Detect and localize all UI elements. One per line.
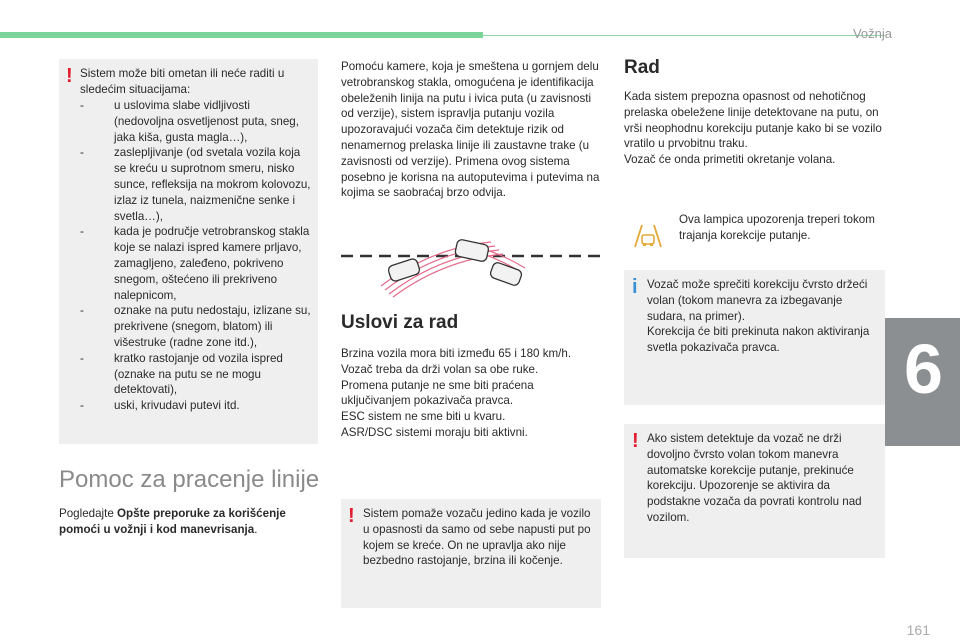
page-number: 161 — [906, 622, 930, 638]
lane-warning-lamp-icon — [632, 223, 664, 249]
warning-assist-text: Sistem pomaže vozaču jedino kada je vozilo u opasnosti da samo od sebe napusti put po kojem se kreće. On ne upravlja ako nije bezbedno rastojanje, brzina ili kočenje. — [363, 507, 591, 568]
list-item: - kada je područje vetrobranskog stakla koje se nalazi ispred kamere prljavo, zamagljeno, zaleđeno, pokriveno snegom, oštećeno ili prekriveno nalepnicom, — [80, 224, 312, 303]
info-override-text: Vozač može sprečiti korekciju čvrsto držeći volan (tokom manevra za izbegavanje sudara, na primer). Korekcija će biti prekinuta nakon aktiviranja svetla pokazivača pravca. — [647, 278, 870, 355]
chapter-header-title: Vožnja — [852, 26, 892, 41]
list-item: - kratko rastojanje od vozila ispred (oznake na putu se ne mogu detektovati), — [80, 351, 312, 398]
warning-icon: ! — [66, 65, 73, 87]
operation-title: Rad — [624, 57, 660, 78]
chapter-number: 6 — [904, 330, 943, 408]
warning-list — [80, 98, 312, 414]
conditions-title: Uslovi za rad — [341, 312, 459, 333]
info-icon: i — [632, 276, 638, 298]
intro-paragraph: Pomoću kamere, koja je smeštena u gornjem delu vetrobranskog stakla, omogućena je identifikacija obeleženih linija na putu i ivica puta (u zavisnosti od verzije), sistem ispravlja putanju vozila upozoravajući vozača čim detektuje rizik od nenamernog prelaska linije ili zaustavne trake (u zavisnosti od verzije). Primena ovog sistema posebno je korisna na autoputevima i putevima na kojima se saobraćaj brzo odvija. — [341, 60, 600, 200]
conditions-text: Brzina vozila mora biti između 65 i 180 km/h. Vozač treba da drži volan sa obe ruke. Promena putanje ne sme biti praćena uključivanjem pokazivača pravca. ESC sistem ne sme biti u kvaru. ASR/DSC sistemi moraju biti aktivni. — [341, 347, 572, 439]
lane-keeping-illustration — [341, 228, 601, 298]
section-title: Pomoc za pracenje linije — [59, 466, 320, 493]
list-item: - oznake na putu nedostaju, izlizane su, prekrivene (snegom, blatom) ili višestruke (radne zone itd.), — [80, 303, 312, 350]
top-accent-bar — [0, 32, 483, 38]
warning-grip-text: Ako sistem detektuje da vozač ne drži dovoljno čvrsto volan tokom manevra automatske korekcije putanje, prekinuće korekciju. Upozorenje se aktivira da podstakne vozača da povrati kontrolu nad vozilom. — [647, 432, 862, 524]
operation-text: Kada sistem prepozna opasnost od nehotičnog prelaska obeležene linije detektovane na putu, on vrši neophodnu korekciju putanje kako bi se vozilo vratilo u prvobitnu traku. Vozač će onda primetiti okretanje volana. — [624, 90, 882, 167]
reference-text: Pogledajte Opšte preporuke za korišćenje pomoći u vožnji i kod manevrisanja. — [59, 507, 286, 536]
lamp-text: Ova lampica upozorenja treperi tokom trajanja korekcije putanje. — [679, 213, 875, 242]
top-accent-line — [483, 35, 885, 36]
car-icon — [387, 239, 523, 287]
warning-intro: Sistem može biti ometan ili neće raditi u sledećim situacijama: — [80, 67, 285, 96]
list-item: - uski, krivudavi putevi itd. — [80, 398, 312, 414]
warning-icon: ! — [348, 505, 355, 527]
warning-icon: ! — [632, 430, 639, 452]
list-item: - zaslepljivanje (od svetala vozila koja se kreću u suprotnom smeru, nisko sunce, refleksija na mokrom kolovozu, izlaz iz tunela, naizmenične senke i svetla…), — [80, 145, 312, 224]
list-item: - u uslovima slabe vidljivosti (nedovoljna osvetljenost puta, sneg, jaka kiša, gusta magla…), — [80, 98, 312, 145]
